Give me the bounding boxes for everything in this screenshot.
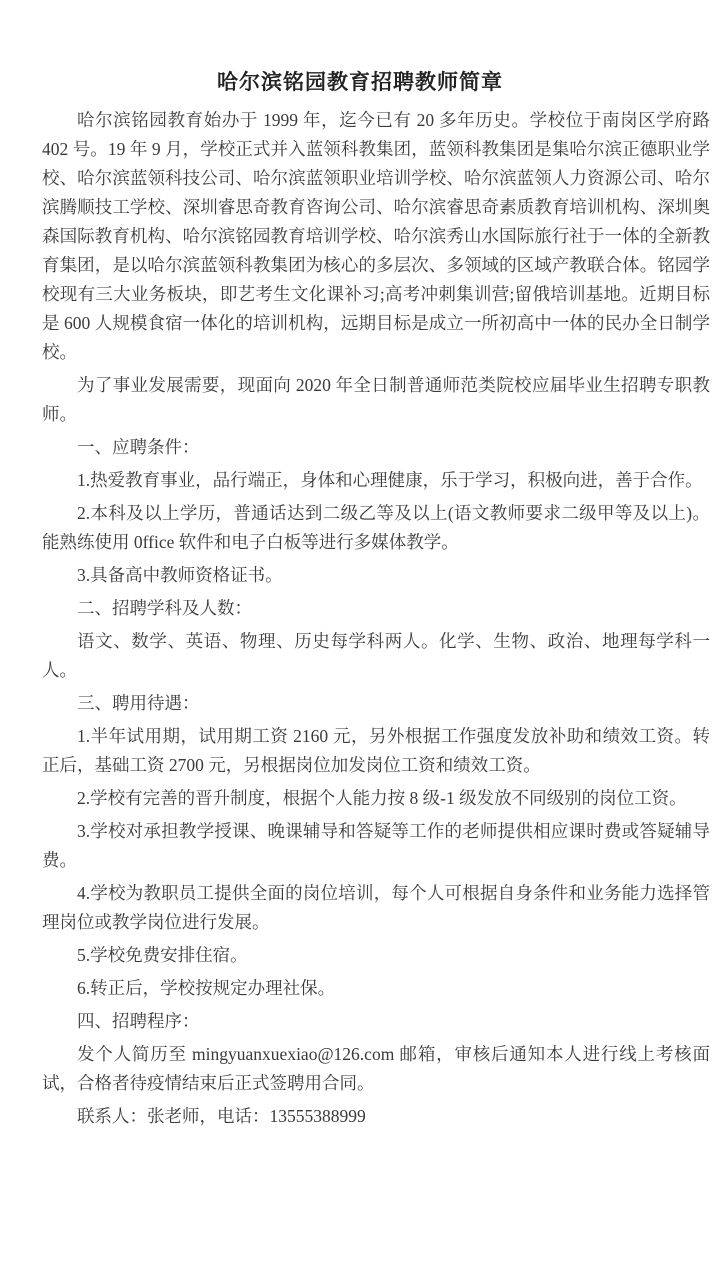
heading-subjects-headcount: 二、招聘学科及人数： bbox=[77, 598, 252, 618]
heading-application-conditions: 一、应聘条件： bbox=[77, 437, 200, 457]
para-contact-info: 联系人：张老师，电话：13555388999 bbox=[77, 1106, 366, 1126]
document-title: 哈尔滨铭园教育招聘教师简章 bbox=[217, 71, 503, 94]
para-school-intro: 哈尔滨铭园教育始办于 1999 年，迄今已有 20 多年历史。学校位于南岗区学府路 402 号。19 年 9 月，学校正式并入蓝领科教集团，蓝领科教集团是集哈尔滨正德职业学校、哈尔滨蓝领科技公司、哈尔滨蓝领职业培训学校、哈尔滨蓝领人力资源公司、哈尔滨腾顺技工学校、深圳睿思奇教育咨询公司、哈尔滨睿思奇素质教育培训机构、深圳奥森国际教育机构、哈尔滨铭园教育培训学校、哈尔滨秀山水国际旅行社于一体的全新教育集团，是以哈尔滨蓝领科教集团为核心的多层次、多领域的区域产教联合体。铭园学校现有三大业务板块，即艺考生文化课补习;高考冲刺集训营;留俄培训基地。近期目标是 600 人规模食宿一体化的培训机构，远期目标是成立一所初高中一体的民办全日制学校。 bbox=[42, 110, 710, 362]
heading-employment-benefits: 三、聘用待遇： bbox=[77, 693, 200, 713]
para-subjects-headcount: 语文、数学、英语、物理、历史每学科两人。化学、生物、政治、地理每学科一人。 bbox=[42, 631, 710, 680]
benefit-item-5: 5.学校免费安排住宿。 bbox=[77, 945, 248, 965]
benefit-item-1: 1.半年试用期，试用期工资 2160 元，另外根据工作强度发放补助和绩效工资。转正后，基础工资 2700 元，另根据岗位加发岗位工资和绩效工资。 bbox=[42, 726, 710, 775]
benefit-item-4: 4.学校为教职员工提供全面的岗位培训，每个人可根据自身条件和业务能力选择管理岗位或教学岗位进行发展。 bbox=[42, 883, 710, 932]
para-recruitment-purpose: 为了事业发展需要，现面向 2020 年全日制普通师范类院校应届毕业生招聘专职教师。 bbox=[42, 375, 710, 424]
condition-item-2: 2.本科及以上学历，普通话达到二级乙等及以上(语文教师要求二级甲等及以上)。能熟练使用 0ffice 软件和电子白板等进行多媒体教学。 bbox=[42, 503, 710, 552]
benefit-item-3: 3.学校对承担教学授课、晚课辅导和答疑等工作的老师提供相应课时费或答疑辅导费。 bbox=[42, 821, 710, 870]
condition-item-1: 1.热爱教育事业，品行端正，身体和心理健康，乐于学习，积极向进，善于合作。 bbox=[77, 470, 703, 490]
benefit-item-6: 6.转正后，学校按规定办理社保。 bbox=[77, 978, 336, 998]
benefit-item-2: 2.学校有完善的晋升制度，根据个人能力按 8 级-1 级发放不同级别的岗位工资。 bbox=[77, 788, 687, 808]
heading-recruitment-procedure: 四、招聘程序： bbox=[77, 1011, 200, 1031]
condition-item-3: 3.具备高中教师资格证书。 bbox=[77, 565, 283, 585]
para-application-procedure: 发个人简历至 mingyuanxuexiao@126.com 邮箱，审核后通知本人进行线上考核面试，合格者待疫情结束后正式签聘用合同。 bbox=[42, 1044, 710, 1093]
document-body bbox=[0, 106, 720, 1131]
